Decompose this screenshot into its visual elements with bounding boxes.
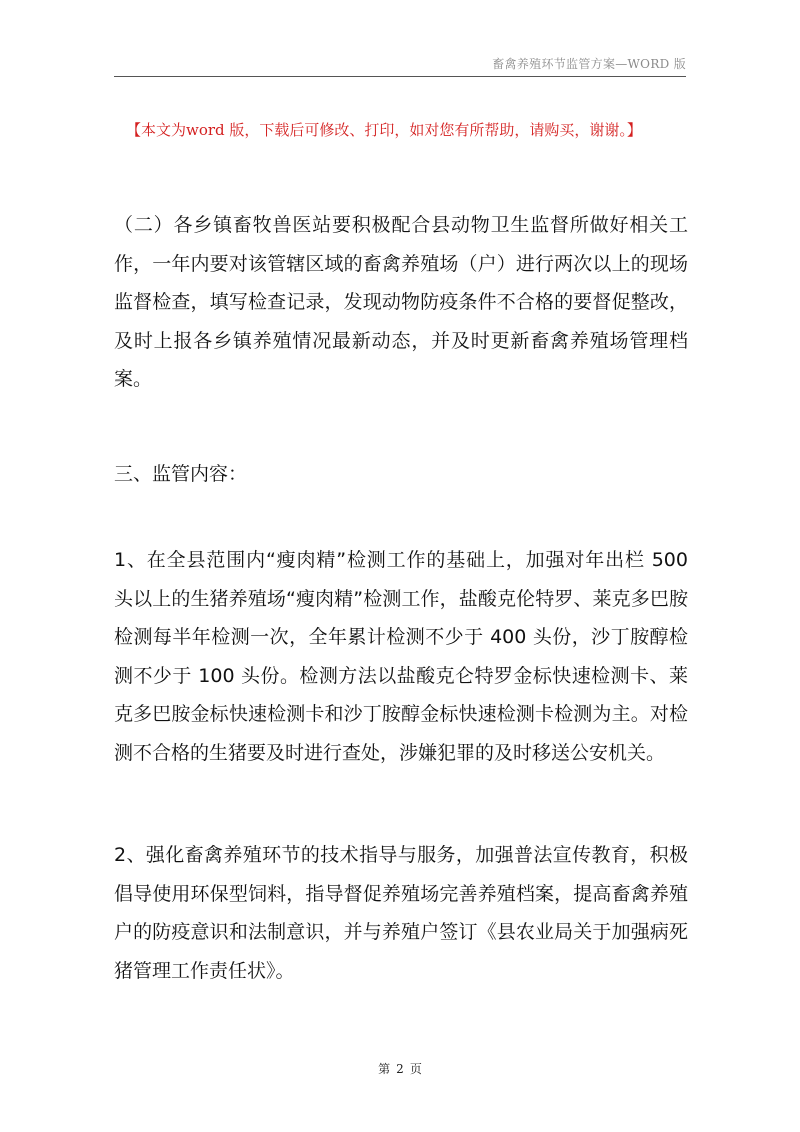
page-suffix: 页 xyxy=(409,1062,422,1076)
heading-text: 三、监管内容： xyxy=(114,463,248,485)
header-divider xyxy=(114,76,686,77)
paragraph-section-2 xyxy=(114,206,688,399)
section-heading-3 xyxy=(114,455,688,494)
document-header-title: 畜禽养殖环节监管方案—WORD 版 xyxy=(492,57,686,71)
paragraph-text: （二）各乡镇畜牧兽医站要积极配合县动物卫生监督所做好相关工作，一年内要对该管辖区域的畜禽养殖场（户）进行两次以上的现场监督检查，填写检查记录，发现动物防疫条件不合格的要督促整改，及时上报各乡镇养殖情况最新动态，并及时更新畜禽养殖场管理档案。 xyxy=(114,214,688,390)
page-number-footer xyxy=(0,1060,800,1077)
list-item-text: 2、强化畜禽养殖环节的技术指导与服务，加强普法宣传教育，积极倡导使用环保型饲料，指导督促养殖场完善养殖档案，提高畜禽养殖户的防疫意识和法制意识，并与养殖户签订《县农业局关于加强病死猪管理工作责任状》。 xyxy=(114,844,688,982)
list-item-2 xyxy=(114,836,688,990)
page-prefix: 第 xyxy=(378,1062,391,1076)
list-item-1 xyxy=(114,541,688,772)
list-item-text: 1、在全县范围内“瘦肉精”检测工作的基础上，加强对年出栏 500 头以上的生猪养殖场“瘦肉精”检测工作，盐酸克伦特罗、莱克多巴胺检测每半年检测一次，全年累计检测不少于 400 头份，沙丁胺醇检测不少于 100 头份。检测方法以盐酸克仑特罗金标快速检测卡、莱克多巴胺金标快速检测卡和沙丁胺醇金标快速检测卡检测为主。对检测不合格的生猪要及时进行查处，涉嫌犯罪的及时移送公安机关。 xyxy=(114,549,688,764)
page-number: 2 xyxy=(396,1062,404,1076)
purchase-notice: 【本文为word 版，下载后可修改、打印，如对您有所帮助，请购买，谢谢。】 xyxy=(126,121,642,139)
